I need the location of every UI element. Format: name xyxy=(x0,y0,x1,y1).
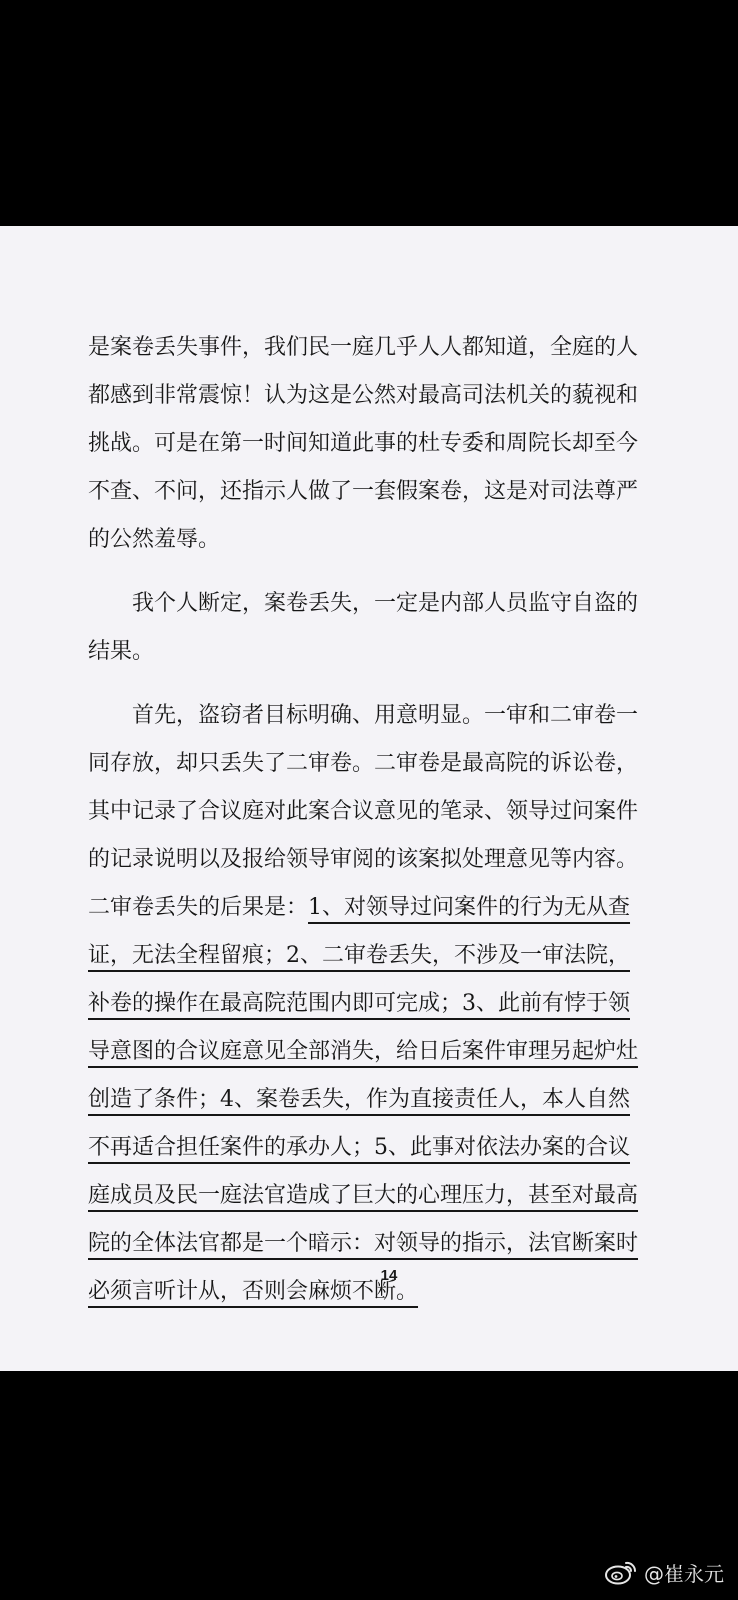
underlined-line: 创造了条件；4、案卷丢失，作为直接责任人，本人自然 xyxy=(88,1087,630,1112)
paragraph-2 xyxy=(88,580,710,676)
text-line: 同存放，却只丢失了二审卷。二审卷是最高院的诉讼卷， xyxy=(88,751,639,776)
text-line: 其中记录了合议庭对此案合议意见的笔录、领导过问案件 xyxy=(88,799,639,824)
paragraph-gap xyxy=(88,564,710,580)
text-line: 挑战。可是在第一时间知道此事的杜专委和周院长却至今 xyxy=(88,431,639,456)
text-line: 是案卷丢失事件，我们民一庭几乎人人都知道，全庭的人 xyxy=(88,335,639,360)
text-line: 首先，盗窃者目标明确、用意明显。一审和二审卷一 xyxy=(132,703,639,728)
document-page xyxy=(0,226,738,1371)
underlined-text: 1、对领导过问案件的行为无从查 xyxy=(308,895,631,920)
text-line: 不查、不问，还指示人做了一套假案卷，这是对司法尊严 xyxy=(88,479,639,504)
text-line: 的公然羞辱。 xyxy=(88,527,221,552)
text-line-mixed xyxy=(88,884,710,932)
text-line: 结果。 xyxy=(88,639,155,664)
underlined-line: 补卷的操作在最高院范围内即可完成；3、此前有悖于领 xyxy=(88,991,630,1016)
page-number: 14 xyxy=(380,1267,398,1284)
underlined-line: 院的全体法官都是一个暗示：对领导的指示，法官断案时 xyxy=(88,1231,639,1256)
paragraph-1 xyxy=(88,324,710,564)
text-line: 都感到非常震惊！认为这是公然对最高司法机关的藐视和 xyxy=(88,383,639,408)
watermark xyxy=(604,1556,724,1588)
underlined-line: 庭成员及民一庭法官造成了巨大的心理压力，甚至对最高 xyxy=(88,1183,639,1208)
paragraph-gap xyxy=(88,676,710,692)
consequence-intro: 二审卷丢失的后果是： xyxy=(88,895,309,920)
underlined-line: 不再适合担任案件的承办人；5、此事对依法办案的合议 xyxy=(88,1135,630,1160)
underlined-line: 导意图的合议庭意见全部消失，给日后案件审理另起炉灶 xyxy=(88,1039,639,1064)
watermark-text: @崔永元 xyxy=(644,1561,724,1586)
text-line: 我个人断定，案卷丢失，一定是内部人员监守自盗的 xyxy=(132,591,639,616)
paragraph-3 xyxy=(88,692,710,1316)
weibo-logo-icon xyxy=(604,1558,638,1586)
underlined-line: 证，无法全程留痕；2、二审卷丢失，不涉及一审法院， xyxy=(88,943,630,968)
text-line: 的记录说明以及报给领导审阅的该案拟处理意见等内容。 xyxy=(88,847,639,872)
document-body xyxy=(88,324,710,1316)
underlined-line: 必须言听计从，否则会麻烦不断。 xyxy=(88,1279,419,1304)
